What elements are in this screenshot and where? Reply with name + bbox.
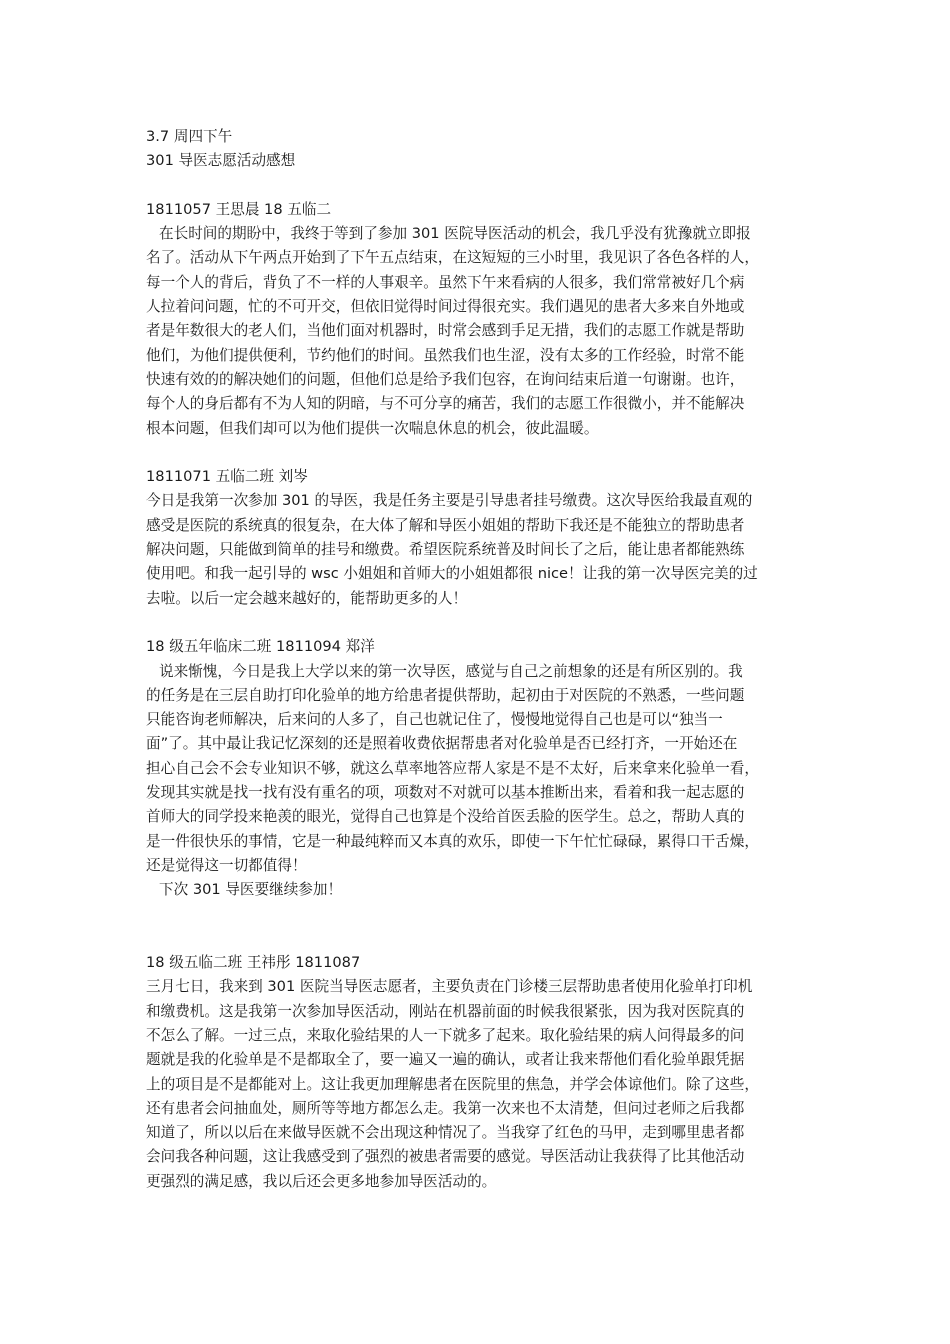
paragraph-line: 今日是我第一次参加 301 的导医，我是任务主要是引导患者挂号缴费。这次导医给我最直观的 [146, 492, 753, 510]
paragraph-line: 说来惭愧，今日是我上大学以来的第一次导医，感觉与自己之前想象的还是有所区别的。我 [159, 662, 743, 680]
paragraph-line: 去啦。以后一定会越来越好的，能帮助更多的人！ [146, 589, 468, 607]
paragraph-line: 感受是医院的系统真的很复杂，在大体了解和导医小姐姐的帮助下我还是不能独立的帮助患者 [146, 516, 745, 534]
paragraph-line: 他们，为他们提供便利，节约他们的时间。虽然我们也生涩，没有太多的工作经验，时常不能 [146, 346, 745, 364]
closing-line: 下次 301 导医要继续参加！ [159, 881, 343, 899]
paragraph-line: 题就是我的化验单是不是都取全了，要一遍又一遍的确认，或者让我来帮他们看化验单跟凭据 [146, 1051, 745, 1069]
date-line: 3.7 周四下午 [146, 128, 233, 145]
paragraph-line: 在长时间的期盼中，我终于等到了参加 301 医院导医活动的机会，我几乎没有犹豫就立即报 [159, 225, 751, 243]
spacer [146, 441, 818, 465]
entry-author: 18 级五临二班 王祎彤 1811087 [146, 954, 361, 972]
paragraph-line: 上的项目是不是都能对上。这让我更加理解患者在医院里的焦急，并学会体谅他们。除了这些， [146, 1075, 759, 1093]
document-title: 301 导医志愿活动感想 [146, 152, 296, 170]
entry-liu-cen [146, 465, 818, 611]
paragraph-line: 解决问题，只能做到简单的挂号和缴费。希望医院系统普及时间长了之后，能让患者都能熟练 [146, 541, 745, 559]
spacer [146, 611, 818, 635]
paragraph-line: 还有患者会问抽血处，厕所等等地方都怎么走。我第一次来也不太清楚，但问过老师之后我都 [146, 1099, 745, 1117]
paragraph-line: 不怎么了解。一过三点，来取化验结果的人一下就多了起来。取化验结果的病人问得最多的问 [146, 1026, 745, 1044]
paragraph-line: 担心自己会不会专业知识不够，就这么草率地答应帮人家是不是不太好，后来拿来化验单一看， [146, 759, 759, 777]
entry-author: 18 级五年临床二班 1811094 郑洋 [146, 638, 375, 656]
paragraph-line: 名了。活动从下午两点开始到了下午五点结束，在这短短的三小时里，我见识了各色各样的人， [146, 249, 759, 267]
entry-author: 1811057 王思晨 18 五临二 [146, 200, 332, 218]
paragraph-line: 三月七日，我来到 301 医院当导医志愿者，主要负责在门诊楼三层帮助患者使用化验单打印机 [146, 978, 753, 996]
paragraph-line: 更强烈的满足感，我以后还会更多地参加导医活动的。 [146, 1172, 497, 1190]
paragraph-line: 还是觉得这一切都值得！ [146, 856, 307, 874]
paragraph-line: 的任务是在三层自助打印化验单的地方给患者提供帮助，起初由于对医院的不熟悉，一些问题 [146, 686, 745, 704]
paragraph-line: 只能咨询老师解决，后来问的人多了，自己也就记住了，慢慢地觉得自己也是可以“独当一 [146, 711, 723, 729]
paragraph-line: 快速有效的的解决她们的问题，但他们总是给予我们包容，在询问结束后道一句谢谢。也许， [146, 370, 745, 388]
entry-author: 1811071 五临二班 刘岑 [146, 468, 308, 486]
paragraph-line: 根本问题，但我们却可以为他们提供一次喘息休息的机会，彼此温暖。 [146, 419, 599, 437]
paragraph-line: 知道了，所以以后在来做导医就不会出现这种情况了。当我穿了红色的马甲，走到哪里患者都 [146, 1124, 745, 1142]
paragraph-line: 者是年数很大的老人们，当他们面对机器时，时常会感到手足无措，我们的志愿工作就是帮助 [146, 322, 745, 340]
document-page [146, 125, 818, 1194]
paragraph-line: 发现其实就是找一找有没有重名的项，项数对不对就可以基本推断出来，看着和我一起志愿的 [146, 784, 745, 802]
entry-wang-sichen [146, 198, 818, 441]
paragraph-line: 每一个人的背后，背负了不一样的人事艰辛。虽然下午来看病的人很多，我们常常被好几个病 [146, 273, 745, 291]
paragraph-line: 是一件很快乐的事情，它是一种最纯粹而又本真的欢乐，即使一下午忙忙碌碌，累得口干舌燥， [146, 832, 759, 850]
paragraph-line: 每个人的身后都有不为人知的阴暗，与不可分享的痛苦，我们的志愿工作很微小，并不能解决 [146, 395, 745, 413]
entry-zheng-yang [146, 635, 818, 902]
paragraph-line: 人拉着问问题，忙的不可开交，但依旧觉得时间过得很充实。我们遇见的患者大多来自外地或 [146, 298, 745, 316]
paragraph-line: 首师大的同学投来艳羡的眼光，觉得自己也算是个没给首医丢脸的医学生。总之，帮助人真的 [146, 808, 745, 826]
paragraph-line: 面”了。其中最让我记忆深刻的还是照着收费依据帮患者对化验单是否已经打齐，一开始还在 [146, 735, 738, 753]
paragraph-line: 和缴费机。这是我第一次参加导医活动，刚站在机器前面的时候我很紧张，因为我对医院真的 [146, 1002, 745, 1020]
paragraph-line: 会问我各种问题，这让我感受到了强烈的被患者需要的感觉。导医活动让我获得了比其他活动 [146, 1148, 745, 1166]
entry-wang-yitong [146, 951, 818, 1194]
spacer [146, 927, 818, 951]
spacer [146, 174, 818, 198]
paragraph-line: 使用吧。和我一起引导的 wsc 小姐姐和首师大的小姐姐都很 nice！让我的第一次导医完美的过 [146, 565, 758, 583]
spacer [146, 903, 818, 927]
